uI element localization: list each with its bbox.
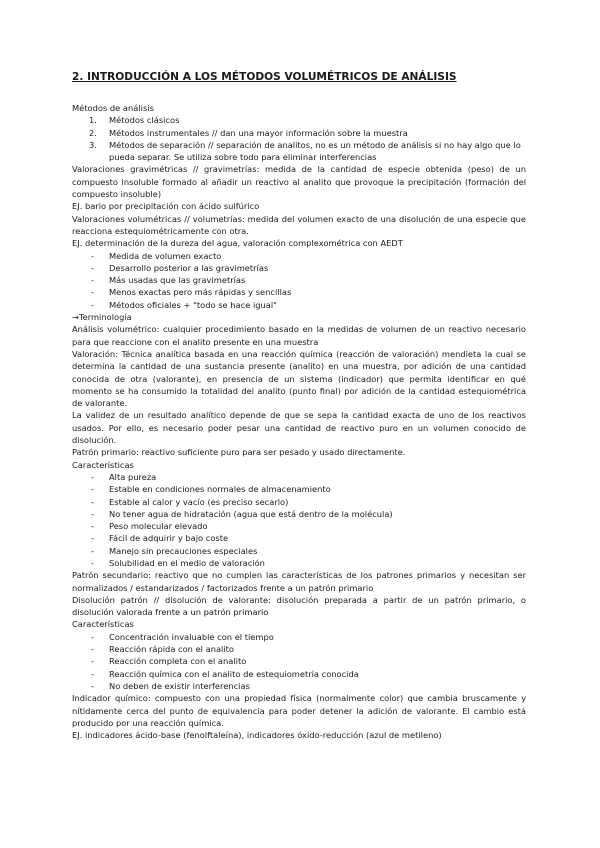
metodos-list <box>72 114 526 163</box>
volumetria-list <box>72 250 526 311</box>
list-item: - Reacción completa con el analito <box>72 655 526 667</box>
list-item <box>72 114 526 126</box>
list-item: - Peso molecular elevado <box>72 520 526 532</box>
terminologia-heading: →Terminología <box>72 312 132 323</box>
list-item: - No tener agua de hidratación (agua que está dentro de la molécula) <box>72 508 526 520</box>
patron-secundario: Patrón secundario: reactivo que no cumplen las características de los patrones primarios y necesitan ser normalizados / estandarizados / factorizados frente a un patrón primario <box>72 570 526 593</box>
list-item: - Reacción química con el analito de estequiometría conocida <box>72 668 526 680</box>
list-item <box>72 127 526 139</box>
document-page <box>72 70 526 741</box>
list-item: - No deben de existir interferencias <box>72 680 526 692</box>
validez-paragraph: La validez de un resultado analítico depende de que se sepa la cantidad exacta de uno de los reactivos usados. Por ello, es necesario poder pesar una cantidad de reactivo puro en un volumen conocido de disolución. <box>72 410 526 446</box>
indicador-example: EJ. indicadores ácido-base (fenolftaleína), indicadores óxido-reducción (azul de metileno) <box>72 730 442 741</box>
valoracion-definition: Valoración: Técnica analítica basada en una reacción química (reacción de valoración) mendieta la cual se determina la cantidad de una sustancia presente (analito) en una muestra, por adición de una cantidad conocida de otra (valorante), en presencia de un sistema (indicador) que permita identificar en qué momento se ha consumido la totalidad del analito (punto final) por adición de la cantidad estequiométrica de valorante. <box>72 348 526 409</box>
list-item: - Concentración invaluable con el tiempo <box>72 631 526 643</box>
volumetria-example: EJ. determinación de la dureza del agua, valoración complexométrica con AEDT <box>72 238 403 249</box>
caracteristicas-heading: Características <box>72 459 134 470</box>
list-number: 2. <box>89 127 97 138</box>
list-number: 3. <box>89 139 97 150</box>
analisis-volumetrico: Análisis volumétrico: cualquier procedimiento basado en la medidas de volumen de un reactivo necesario para que reaccione con el analito presente en una muestra <box>72 324 526 347</box>
list-number: 1. <box>89 115 97 126</box>
list-item: - Manejo sin precauciones especiales <box>72 545 526 557</box>
list-item: - Métodos oficiales + "todo se hace igual" <box>72 299 526 311</box>
list-item-text: Métodos clásicos <box>109 115 180 126</box>
list-item: - Estable en condiciones normales de almacenamiento <box>72 483 526 495</box>
disolucion-list <box>72 631 526 692</box>
list-item: - Reacción rápida con el analito <box>72 643 526 655</box>
patron-primario-list <box>72 471 526 569</box>
list-item: - Menos exactas pero más rápidas y sencillas <box>72 286 526 298</box>
list-item <box>72 139 526 164</box>
page-title: 2. INTRODUCCIÓN A LOS MÉTODOS VOLUMÉTRICOS DE ANÁLISIS <box>72 71 457 83</box>
list-item: - Solubilidad en el medio de valoración <box>72 557 526 569</box>
patron-primario: Patrón primario: reactivo suficiente puro para ser pesado y usado directamente. <box>72 447 406 458</box>
gravimetria-example: EJ. bario por precipitación con ácido sulfúrico <box>72 201 260 212</box>
disolucion-patron: Disolución patrón // disolución de valorante: disolución preparada a partir de un patrón primario, o disolución valorada frente a un patrón primario <box>72 594 526 618</box>
list-item: - Medida de volumen exacto <box>72 250 526 262</box>
metodos-heading: Métodos de análisis <box>72 103 154 113</box>
list-item: - Más usadas que las gravimetrías <box>72 274 526 286</box>
list-item-text: Métodos de separación // separación de analitos, no es un método de análisis si no hay algo que lo pueda separar. Se utiliza sobre todo para eliminar interferencias <box>109 139 521 163</box>
indicador-definition: Indicador químico: compuesto con una propiedad física (normalmente color) que cambia bruscamente y nítidamente cerca del punto de equivalencia para poder detener la adición de valorante. El cambio está producido por una reacción química. <box>72 693 526 728</box>
gravimetria-definition: Valoraciones gravimétricas // gravimetrías: medida de la cantidad de especie obtenida (peso) de un compuesto insoluble formado al añadir un reactivo al analito que provoque la precipitación (formación del compuesto insoluble) <box>72 164 526 200</box>
volumetria-definition: Valoraciones volumétricas // volumetrías: medida del volumen exacto de una disolución de una especie que reacciona estequiométricamente con otra. <box>72 213 526 236</box>
list-item: - Desarrollo posterior a las gravimetrías <box>72 262 526 274</box>
caracteristicas-heading: Características <box>72 619 134 630</box>
list-item: - Fácil de adquirir y bajo coste <box>72 532 526 544</box>
list-item: - Alta pureza <box>72 471 526 483</box>
list-item: - Estable al calor y vacío (es preciso secarlo) <box>72 496 526 508</box>
list-item-text: Métodos instrumentales // dan una mayor información sobre la muestra <box>109 127 408 138</box>
